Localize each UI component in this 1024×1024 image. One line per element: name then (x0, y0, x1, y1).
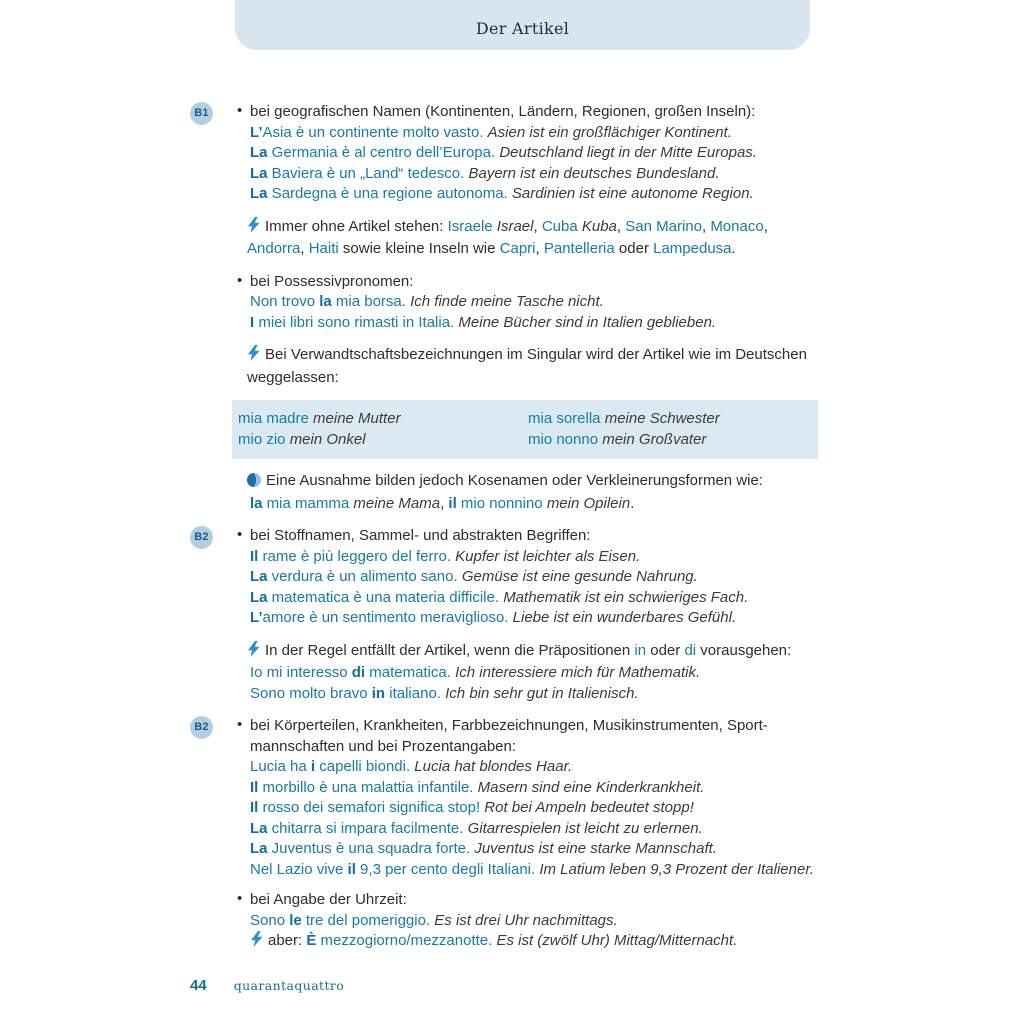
item-body (250, 890, 818, 954)
text-run: capelli biondi. (315, 758, 415, 775)
text-run: Meine Bücher sind in Italien geblieben. (458, 313, 717, 331)
grammar-item (190, 102, 818, 205)
text-run: mia madre (238, 410, 314, 427)
text-run: Baviera è un „Land“ tedesco. (267, 164, 469, 182)
text-run: morbillo è una malattia infantile. (258, 778, 478, 796)
grammar-item (190, 890, 818, 954)
text-run: amore è un sentimento meraviglioso. (262, 609, 513, 626)
text-run: Im Latium leben 9,3 Prozent der Italiener. (539, 860, 814, 878)
text-run: rame è più leggero del ferro. (258, 547, 456, 565)
text-run: Rot bei Ampeln bedeutet stopp! (484, 799, 694, 816)
text-run: Lucia ha (250, 758, 311, 775)
text-run: Deutschland liegt in der Mitte Europas. (499, 144, 757, 161)
page-footer (190, 976, 344, 997)
text-run: Bayern ist ein deutsches Bundesland. (468, 164, 720, 182)
grammar-item (190, 272, 818, 334)
box-line (238, 409, 528, 430)
rule-heading (250, 526, 818, 547)
text-run: di (684, 641, 697, 659)
text-run: oder (646, 641, 685, 659)
text-run: , (763, 217, 768, 235)
text-run: La (250, 588, 268, 606)
text-run: matematica. (365, 664, 456, 681)
bullet-icon: • (237, 271, 243, 289)
example-line (250, 547, 818, 568)
text-run: oder (614, 240, 654, 257)
example-line (250, 778, 818, 799)
note (247, 641, 818, 705)
page-number: 44 (190, 977, 207, 994)
grammar-content (190, 102, 818, 964)
item-body (250, 272, 818, 334)
text-run: i (310, 758, 316, 775)
example-line (250, 931, 818, 954)
text-run: mia sorella (528, 410, 605, 427)
text-run: La (250, 185, 268, 202)
text-run: Asien ist ein großflächiger Kontinent. (487, 123, 732, 141)
text-run: bei Possessivpronomen: (250, 272, 414, 290)
text-run: In der Regel entfällt der Artikel, wenn die Präpositionen (265, 641, 635, 659)
text-run: La (250, 164, 268, 182)
text-run: La (250, 144, 268, 161)
text-run: bei Angabe der Uhrzeit: (250, 891, 407, 908)
text-run: È (306, 932, 317, 949)
text-run: Kupfer ist leichter als Eisen. (455, 547, 641, 565)
box-line (238, 430, 528, 451)
text-run: Gitarrespielen ist leicht zu erlernen. (467, 819, 703, 837)
text-run: mein Großvater (602, 430, 707, 448)
text-run: Capri (499, 240, 536, 257)
rule-heading (250, 716, 818, 757)
text-run: Il (250, 799, 259, 816)
text-run: I (250, 313, 255, 331)
example-line (250, 663, 818, 684)
example-line (250, 567, 818, 588)
example-line (250, 860, 818, 881)
box-line (528, 430, 818, 451)
example-line (250, 313, 818, 334)
text-run: Il (250, 778, 259, 796)
example-line (250, 798, 818, 819)
text-run: mein Onkel (289, 430, 366, 448)
text-run: Israele (447, 217, 497, 235)
text-run: Haiti (308, 240, 339, 257)
text-run: Germania è al centro dell’Europa. (267, 144, 500, 161)
item-body (250, 716, 818, 880)
example-line (250, 143, 818, 164)
text-run: Nel Lazio vive (250, 860, 348, 878)
example-line (250, 164, 818, 185)
rule-heading (250, 272, 818, 293)
box-column (238, 409, 528, 450)
text-run: Juventus è una squadra forte. (267, 840, 475, 857)
text-run: Sardinien ist eine autonome Region. (511, 185, 754, 202)
note-examples (250, 663, 818, 704)
text-run: aber: (268, 932, 307, 949)
text-run: Juventus ist eine starke Mannschaft. (474, 840, 717, 857)
text-run: , (440, 494, 449, 512)
text-run: italiano. (385, 684, 446, 702)
text-run: Immer ohne Artikel stehen: (265, 217, 448, 235)
text-run: bei Körperteilen, Krankheiten, Farbbezeichnungen, Musikinstrumenten, Sportmannschaften und bei Prozentangaben: (250, 717, 768, 755)
bullet-icon: • (237, 526, 243, 543)
text-run: mia borsa. (331, 293, 411, 310)
text-run: Bei Verwandtschaftsbezeichnungen im Singular wird der Artikel wie im Deutschen weggelassen: (247, 346, 807, 386)
note (247, 217, 818, 260)
note (247, 471, 818, 514)
example-line (250, 608, 818, 629)
bolt-icon (247, 641, 260, 664)
text-run: Lampedusa (653, 240, 732, 257)
text-run: , (701, 217, 711, 235)
text-run: Io mi interesso (250, 664, 352, 681)
example-line (250, 184, 818, 205)
example-line (250, 588, 818, 609)
text-run: Pantelleria (543, 240, 615, 257)
text-run: Non trovo (250, 293, 320, 310)
box-line (528, 409, 818, 430)
text-run: chitarra si impara facilmente. (267, 819, 468, 837)
text-run: Asia è un continente molto vasto. (262, 123, 488, 141)
text-run: . (731, 240, 736, 257)
level-badge: B2 (190, 716, 213, 739)
text-run: La (250, 840, 268, 857)
box-column (528, 409, 818, 450)
text-run: meine Schwester (604, 410, 720, 427)
text-run: la (319, 293, 332, 310)
example-line (250, 911, 818, 932)
text-run: miei libri sono rimasti in Italia. (254, 313, 459, 331)
text-run: Lucia hat blondes Haar. (414, 758, 573, 775)
text-run: rosso dei semafori significa stop! (258, 799, 485, 816)
example-line (250, 684, 818, 705)
text-run: , (616, 217, 626, 235)
rule-heading (250, 890, 818, 911)
text-run: vorausgehen: (696, 641, 792, 659)
text-run: tre del pomeriggio. (301, 911, 435, 929)
text-run: Cuba (541, 217, 582, 235)
text-run: mio nonno (528, 430, 603, 448)
text-run: meine Mutter (313, 410, 401, 427)
text-run: mia mamma (262, 494, 354, 512)
rule-heading (250, 102, 818, 123)
text-run: verdura è un alimento sano. (267, 568, 462, 585)
note-text (247, 471, 818, 494)
example-line (250, 494, 818, 515)
text-run: mein Opilein (546, 494, 631, 512)
level-badge: B1 (190, 102, 213, 125)
item-body (250, 102, 818, 205)
note-text (247, 641, 818, 664)
example-line (250, 839, 818, 860)
text-run: in (634, 641, 647, 659)
text-run: bei geografischen Namen (Kontinenten, Ländern, Regionen, großen Inseln): (250, 103, 756, 120)
example-line (250, 757, 818, 778)
bolt-icon (250, 931, 263, 954)
text-run: in (371, 684, 386, 702)
text-run: Ich finde meine Tasche nicht. (410, 293, 604, 310)
text-run: mio nonnino (456, 494, 547, 512)
text-run: sowie kleine Inseln wie (338, 240, 500, 257)
example-line (250, 819, 818, 840)
grammar-item (190, 526, 818, 629)
text-run: Kuba (581, 217, 617, 235)
text-run: L’ (250, 123, 263, 141)
grammar-item (190, 716, 818, 880)
text-run: meine Mama (353, 494, 441, 512)
text-run: Liebe ist ein wunderbares Gefühl. (512, 609, 737, 626)
text-run: Mathematik ist ein schwieriges Fach. (503, 588, 749, 606)
half-circle-icon (247, 473, 261, 494)
text-run: mio zio (238, 430, 290, 448)
item-body (250, 526, 818, 629)
text-run: Es ist drei Uhr nachmittags. (434, 911, 618, 929)
text-run: la (250, 494, 263, 512)
text-run: , (535, 240, 544, 257)
text-run: mezzogiorno/mezzanotte. (316, 932, 497, 949)
text-run: Ich interessiere mich für Mathematik. (455, 664, 701, 681)
bullet-icon: • (237, 102, 243, 119)
bullet-icon: • (237, 716, 243, 733)
text-run: Il (250, 547, 259, 565)
text-run: , (300, 240, 309, 257)
text-run: . (630, 494, 635, 512)
text-run: il (448, 494, 457, 512)
text-run: Sono molto bravo (250, 684, 372, 702)
text-run: bei Stoffnamen, Sammel- und abstrakten Begriffen: (250, 527, 591, 544)
text-run: San Marino (625, 217, 702, 235)
page-number-word: quarantaquattro (233, 978, 345, 993)
note-examples (250, 494, 818, 515)
text-run: Andorra (247, 240, 301, 257)
text-run: matematica è una materia difficile. (267, 588, 504, 606)
chapter-header (235, 0, 810, 50)
text-run: Masern sind eine Kinderkrankheit. (477, 778, 705, 796)
family-terms-box (232, 400, 818, 459)
text-run: La (250, 819, 268, 837)
note (247, 345, 818, 388)
text-run: Ich bin sehr gut in Italienisch. (445, 684, 639, 702)
text-run: di (351, 664, 366, 681)
note-text (247, 345, 818, 388)
bolt-icon (247, 217, 260, 240)
chapter-title: Der Artikel (475, 18, 570, 38)
text-run: Sardegna è una regione autonoma. (267, 185, 512, 202)
text-run: Monaco (710, 217, 764, 235)
level-badge: B2 (190, 526, 213, 549)
text-run: Gemüse ist eine gesunde Nahrung. (461, 568, 698, 585)
bolt-icon (247, 345, 260, 368)
text-run: , (533, 217, 542, 235)
bullet-icon: • (237, 890, 243, 907)
text-run: La (250, 568, 268, 585)
text-run: Israel (496, 217, 534, 235)
text-run: le (289, 911, 302, 929)
text-run: Sono (250, 911, 290, 929)
text-run: Es ist (zwölf Uhr) Mittag/Mitternacht. (496, 932, 738, 949)
example-line (250, 123, 818, 144)
text-run: 9,3 per cento degli Italiani. (355, 860, 540, 878)
note-text (247, 217, 818, 260)
example-line (250, 292, 818, 313)
text-run: il (347, 860, 356, 878)
text-run: Eine Ausnahme bilden jedoch Kosenamen oder Verkleinerungsformen wie: (266, 472, 763, 489)
text-run: L’ (250, 609, 263, 626)
